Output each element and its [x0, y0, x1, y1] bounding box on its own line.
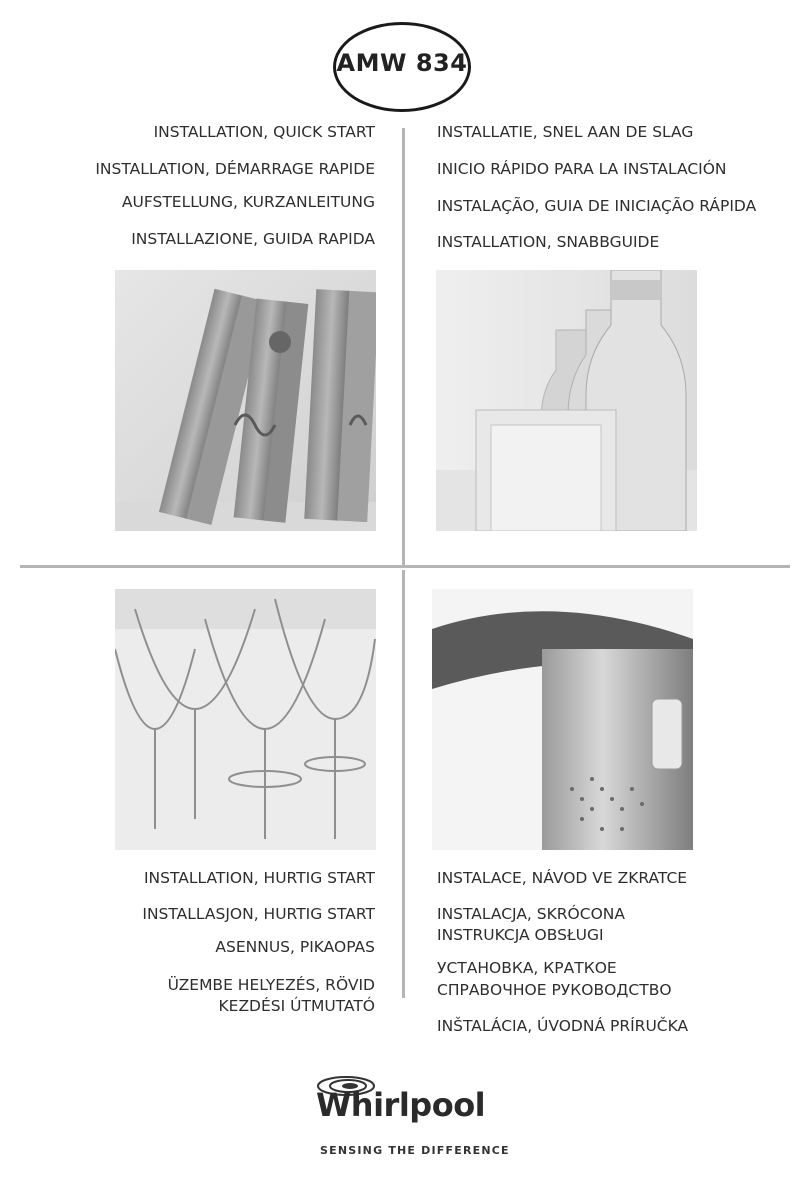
title-hu-line2: KEZDÉSI ÚTMUTATÓ — [218, 997, 375, 1015]
title-es: INICIO RÁPIDO PARA LA INSTALACIÓN — [437, 160, 727, 178]
title-pl-line1: INSTALACJA, SKRÓCONA — [437, 905, 625, 923]
title-cs: INSTALACE, NÁVOD VE ZKRATCE — [437, 869, 688, 887]
title-pl-line2: INSTRUKCJA OBSŁUGI — [437, 926, 604, 944]
title-fr: INSTALLATION, DÉMARRAGE RAPIDE — [95, 160, 375, 178]
title-ru-line1: УСТАНОВКА, КРАТКОЕ — [437, 959, 617, 977]
vertical-divider-bottom — [402, 570, 405, 998]
title-da: INSTALLATION, HURTIG START — [143, 869, 375, 887]
title-it: INSTALLAZIONE, GUIDA RAPIDA — [131, 230, 375, 248]
photo-colander — [432, 589, 693, 850]
title-fi: ASENNUS, PIKAOPAS — [215, 938, 375, 956]
photo-glasses — [115, 589, 376, 850]
title-sv: INSTALLATION, SNABBGUIDE — [437, 233, 660, 251]
model-name: AMW 834 — [336, 49, 468, 77]
brand-name: Whirlpool — [316, 1086, 486, 1124]
title-de: AUFSTELLUNG, KURZANLEITUNG — [121, 193, 375, 211]
photo-bottles — [436, 270, 697, 531]
model-badge — [333, 22, 471, 112]
vertical-divider-top — [402, 128, 405, 568]
title-sk: INŠTALÁCIA, ÚVODNÁ PRÍRUČKA — [437, 1017, 689, 1035]
brand-tagline: SENSING THE DIFFERENCE — [320, 1144, 510, 1157]
title-hu-line1: ÜZEMBE HELYEZÉS, RÖVID — [167, 976, 375, 994]
title-no: INSTALLASJON, HURTIG START — [142, 905, 375, 923]
title-ru-line2: СПРАВОЧНОЕ РУКОВОДСТВО — [437, 981, 672, 999]
photo-clothespins — [115, 270, 376, 531]
horizontal-divider — [20, 565, 790, 568]
title-pt: INSTALAÇÃO, GUIA DE INICIAÇÃO RÁPIDA — [437, 197, 757, 215]
title-en: INSTALLATION, QUICK START — [153, 123, 375, 141]
title-nl: INSTALLATIE, SNEL AAN DE SLAG — [437, 123, 694, 141]
